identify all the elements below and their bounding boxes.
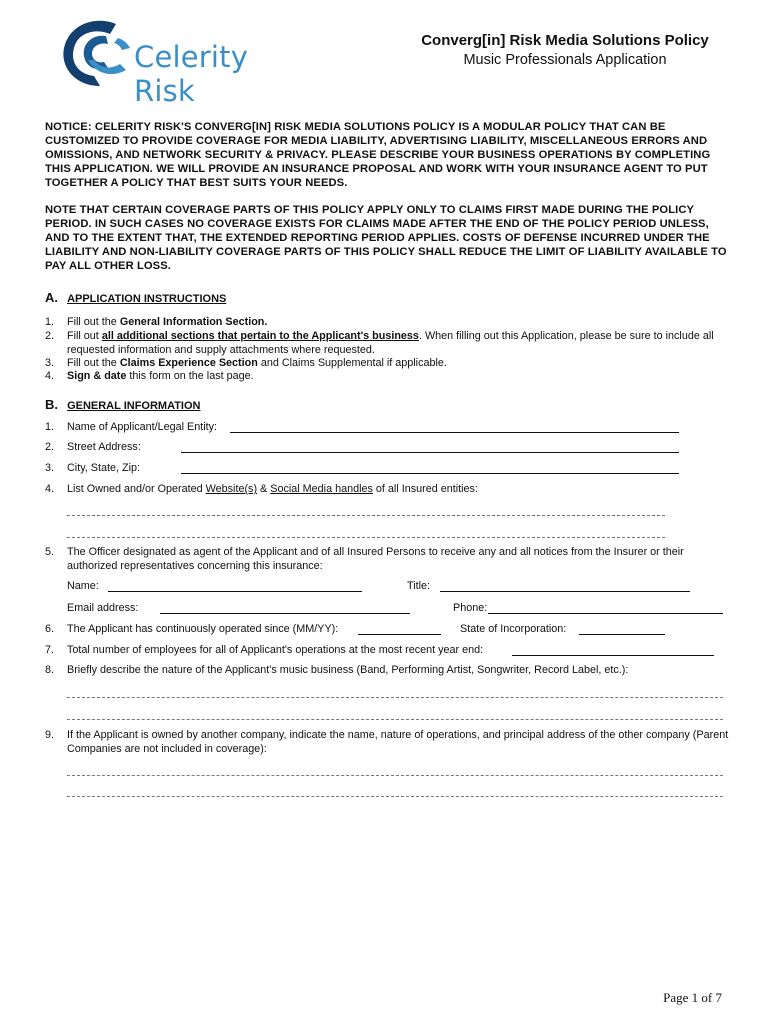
question-3: 3. City, State, Zip:	[45, 462, 141, 474]
document-subtitle: Music Professionals Application	[463, 52, 667, 68]
question-5: 5. The Officer designated as agent of the Applicant and of all Insured Persons to receive any and all notices from the Insurer or their authorized representatives concerning this insurance:	[45, 546, 684, 572]
document-title: Converg[in] Risk Media Solutions Policy	[421, 32, 709, 49]
coverage-note-paragraph: NOTE THAT CERTAIN COVERAGE PARTS OF THIS POLICY APPLY ONLY TO CLAIMS FIRST MADE DURING THE POLICY PERIOD. IN SUCH CASES NO COVERAGE EXISTS FOR CLAIMS MADE AFTER THE END OF THE POLICY PERIOD UNLESS, AND TO THE EXTENT THAT, THE EXTENDED REPORTING PERIOD APPLIES. COSTS OF DEFENSE INCURRED UNDER THE LIABILITY AND NON-LIABILITY COVERAGE PARTS OF THIS POLICY SHALL REDUCE THE LIMIT OF LIABILITY AVAILABLE TO PAY ALL OTHER LOSS.	[45, 204, 727, 272]
notice-paragraph: NOTICE: CELERITY RISK'S CONVERG[IN] RISK MEDIA SOLUTIONS POLICY IS A MODULAR POLICY THAT CAN BE CUSTOMIZED TO PROVIDE COVERAGE FOR MEDIA LIABILITY, ADVERTISING LIABILITY, MISCELLANEOUS ERRORS AND OMISSIONS, AND NETWORK SECURITY & PRIVACY. PLEASE DESCRIBE YOUR BUSINESS OPERATIONS BY COMPLETING THIS APPLICATION. WE WILL PROVIDE AN INSURANCE PROPOSAL AND WORK WITH YOUR INSURANCE AGENT TO PUT TOGETHER A POLICY THAT BEST SUITS YOUR NEEDS.	[45, 121, 711, 189]
applicant-name-field[interactable]	[230, 432, 679, 433]
officer-title-label: Title:	[407, 580, 430, 592]
street-address-field[interactable]	[181, 452, 679, 453]
state-of-incorporation-field[interactable]	[579, 634, 665, 635]
page-number: Page 1 of 7	[663, 990, 722, 1005]
officer-email-field[interactable]	[160, 613, 410, 614]
officer-name-label: Name:	[67, 580, 99, 592]
websites-field-line-2[interactable]	[67, 537, 665, 538]
question-2: 2. Street Address:	[45, 441, 141, 453]
city-state-zip-field[interactable]	[181, 473, 679, 474]
question-4: 4. List Owned and/or Operated Website(s) & Social Media handles of all Insured entities:	[45, 483, 478, 495]
question-8: 8. Briefly describe the nature of the Applicant's music business (Band, Performing Artist, Songwriter, Record Label, etc.):	[45, 664, 629, 676]
section-b-heading: B. GENERAL INFORMATION	[45, 397, 201, 412]
state-of-incorporation-label: State of Incorporation:	[460, 623, 567, 635]
question-6: 6. The Applicant has continuously operated since (MM/YY):	[45, 623, 339, 635]
instruction-3: 3. Fill out the Claims Experience Section and Claims Supplemental if applicable.	[45, 357, 447, 369]
officer-title-field[interactable]	[440, 591, 690, 592]
instruction-1: 1. Fill out the General Information Section.	[45, 316, 268, 328]
officer-phone-field[interactable]	[488, 613, 723, 614]
question-9: 9. If the Applicant is owned by another company, indicate the name, nature of operations, and principal address of the other company (Parent Companies are not included in coverage):	[45, 729, 729, 755]
officer-email-label: Email address:	[67, 602, 139, 614]
parent-company-line-2[interactable]	[67, 796, 723, 797]
operated-since-field[interactable]	[358, 634, 441, 635]
celerity-risk-logo	[58, 16, 290, 108]
business-description-line-2[interactable]	[67, 719, 723, 720]
logo-mark-icon	[58, 16, 138, 92]
section-a-heading: A. APPLICATION INSTRUCTIONS	[45, 290, 227, 305]
business-description-line-1[interactable]	[67, 697, 723, 698]
instruction-2: 2. Fill out all additional sections that pertain to the Applicant's business. When filling out this Application, please be sure to include all requested information and supply attachments where requested.	[45, 330, 714, 356]
question-7: 7. Total number of employees for all of Applicant's operations at the most recent year end:	[45, 644, 484, 656]
employee-count-field[interactable]	[512, 655, 714, 656]
instruction-4: 4. Sign & date this form on the last page.	[45, 370, 254, 382]
officer-phone-label: Phone:	[453, 602, 488, 614]
parent-company-line-1[interactable]	[67, 775, 723, 776]
question-1: 1. Name of Applicant/Legal Entity:	[45, 421, 218, 433]
websites-field-line-1[interactable]	[67, 515, 665, 516]
logo-text: Celerity Risk	[134, 40, 249, 108]
officer-name-field[interactable]	[108, 591, 362, 592]
